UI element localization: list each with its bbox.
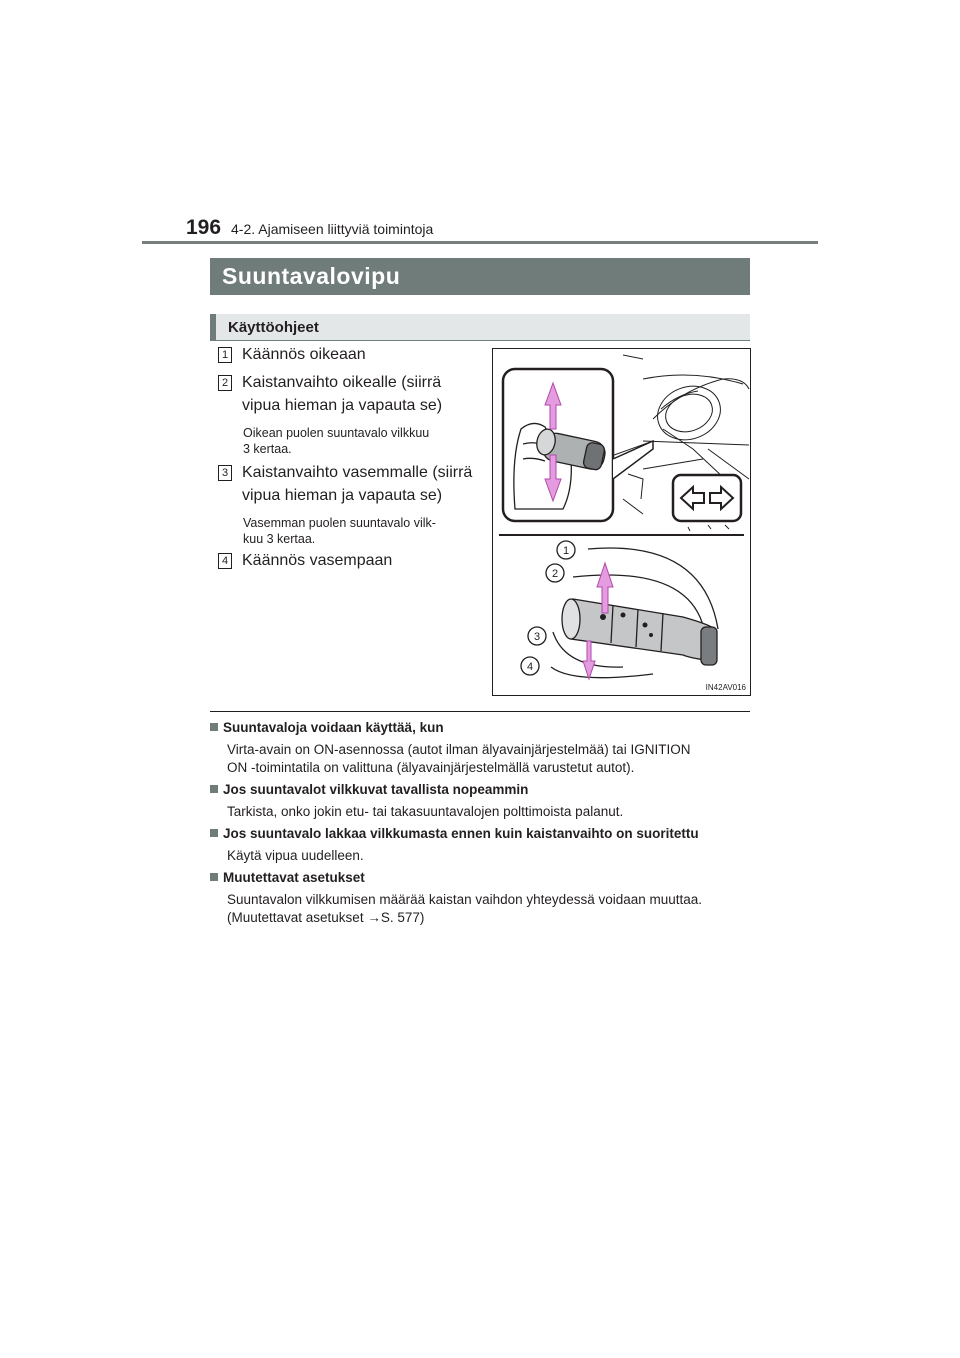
- step-1-text: Käännös oikeaan: [242, 346, 366, 363]
- step-3-line-1: Kaistanvaihto vasemmalle (siirrä: [242, 464, 473, 481]
- note-1-line-2: ON -toimintatila on valittuna (älyavainjärjestelmällä varustetut autot).: [227, 760, 635, 775]
- note-4-line-2: (Muutettavat asetukset →S. 577): [227, 910, 425, 925]
- note-3-heading: [210, 825, 699, 843]
- step-number-4: 4: [218, 553, 232, 569]
- note-4-heading-text: Muutettavat asetukset: [223, 870, 365, 885]
- step-2-line-2: vipua hieman ja vapauta se): [242, 397, 443, 414]
- section-title: Suuntavalovipu: [210, 258, 750, 295]
- step-2-note-line-2: 3 kertaa.: [243, 442, 292, 456]
- step-3-note-line-2: kuu 3 kertaa.: [243, 532, 316, 546]
- turn-signal-lever-illustration: [492, 348, 751, 696]
- note-2-heading-text: Jos suuntavalot vilkkuvat tavallista nopeammin: [223, 782, 529, 797]
- callout-4: 4: [526, 661, 534, 673]
- header-divider: [142, 241, 818, 244]
- note-3-line-1: Käytä vipua uudelleen.: [227, 848, 364, 863]
- lever-diagram: [493, 349, 750, 695]
- note-1-heading-text: Suuntavaloja voidaan käyttää, kun: [223, 720, 444, 735]
- subsection-divider: [210, 340, 750, 341]
- subsection-title: Käyttöohjeet: [210, 314, 750, 341]
- note-4-line-1: Suuntavalon vilkkumisen määrää kaistan vaihdon yhteydessä voidaan muuttaa.: [227, 892, 703, 907]
- bullet-square-icon: [210, 723, 218, 731]
- bullet-square-icon: [210, 873, 218, 881]
- figure-code: IN42AV016: [705, 683, 746, 692]
- step-number-2: 2: [218, 375, 232, 391]
- bullet-square-icon: [210, 785, 218, 793]
- callout-1: 1: [562, 545, 570, 557]
- callout-3: 3: [533, 631, 541, 643]
- step-3-note-line-1: Vasemman puolen suuntavalo vilk-: [243, 516, 436, 530]
- arrow-down-large: [583, 641, 595, 679]
- note-2-heading: [210, 781, 528, 799]
- note-2-line-1: Tarkista, onko jokin etu- tai takasuuntavalojen polttimoista palanut.: [227, 804, 624, 819]
- step-3-line-2: vipua hieman ja vapauta se): [242, 487, 443, 504]
- bullet-square-icon: [210, 829, 218, 837]
- step-number-1: 1: [218, 347, 232, 363]
- step-2-note-line-1: Oikean puolen suuntavalo vilkkuu: [243, 426, 430, 440]
- page-number: 196: [186, 216, 222, 239]
- step-4-text: Käännös vasempaan: [242, 552, 393, 569]
- note-3-heading-text: Jos suuntavalo lakkaa vilkkumasta ennen kuin kaistanvaihto on suoritettu: [223, 826, 699, 841]
- step-number-3: 3: [218, 465, 232, 481]
- note-1-heading: [210, 719, 444, 737]
- notes-divider: [210, 711, 750, 712]
- lower-lever: [562, 599, 717, 665]
- inset-pointer: [613, 441, 653, 479]
- turn-indicator-panel: [673, 475, 741, 521]
- note-4-heading: [210, 869, 365, 887]
- callout-2: 2: [551, 568, 559, 580]
- note-1-line-1: Virta-avain on ON-asennossa (autot ilman älyavainjärjestelmää) tai IGNITION: [227, 742, 691, 757]
- chapter-title: 4-2. Ajamiseen liittyviä toimintoja: [231, 221, 434, 237]
- step-2-line-1: Kaistanvaihto oikealle (siirrä: [242, 374, 442, 391]
- dashboard-ticks: [688, 525, 729, 531]
